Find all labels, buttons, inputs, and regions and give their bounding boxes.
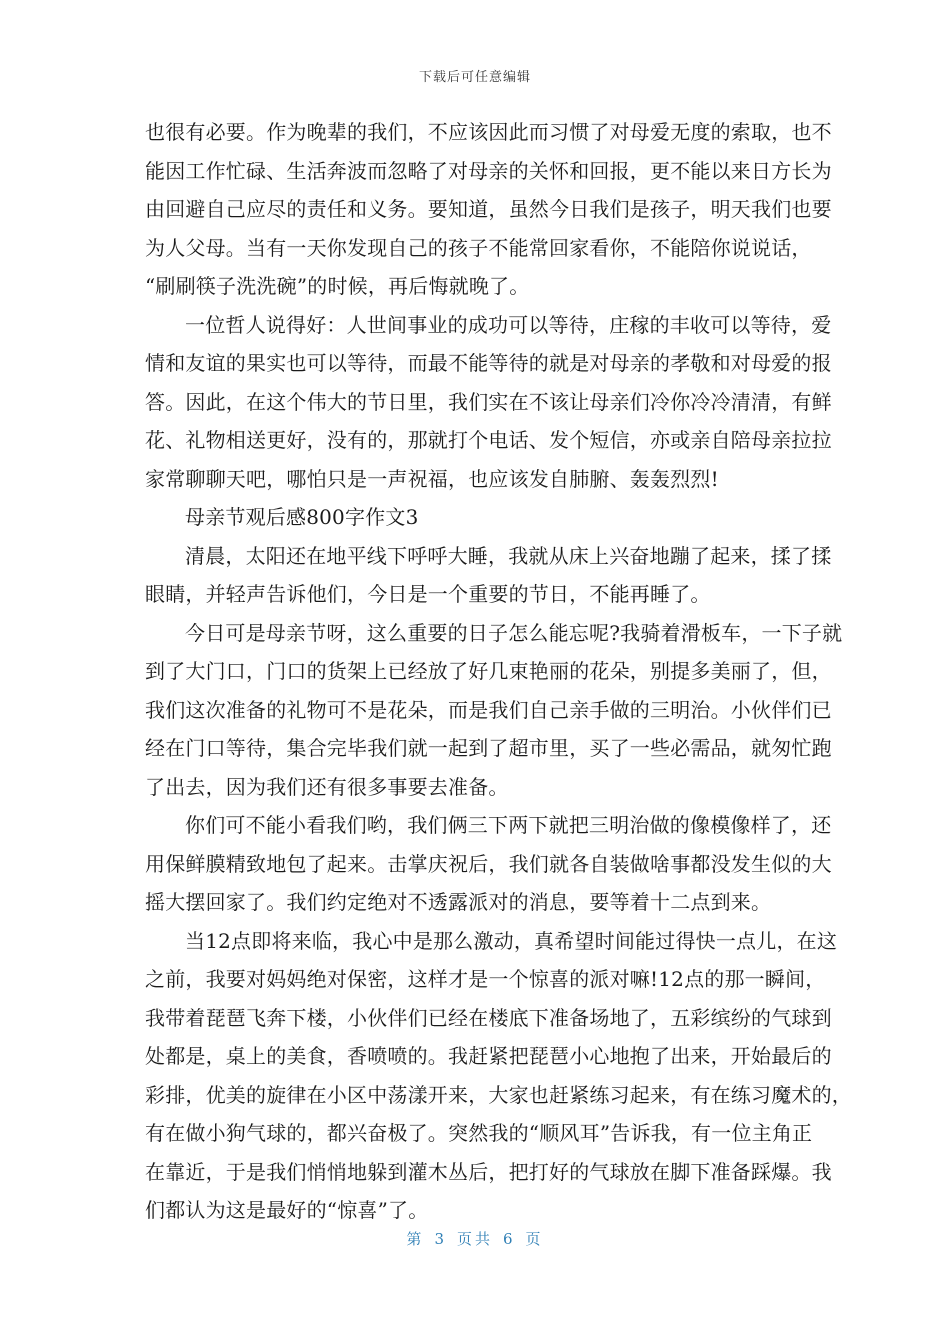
- text-line: 能因工作忙碌、生活奔波而忽略了对母亲的关怀和回报，更不能以来日方长为: [145, 158, 832, 183]
- text-line: 摇大摆回家了。我们约定绝对不透露派对的消息，要等着十二点到来。: [145, 890, 772, 914]
- text-line: 眼睛，并轻声告诉他们，今日是一个重要的节日，不能再睡了。: [145, 582, 711, 606]
- text-line: 为人父母。当有一天你发现自己的孩子不能常回家看你，不能陪你说说话，: [145, 235, 812, 260]
- text-line: 到了大门口，门口的货架上已经放了好几束艳丽的花朵，别提多美丽了，但，: [145, 659, 832, 683]
- text-line: 经在门口等待，集合完毕我们就一起到了超市里，买了一些必需品，就匆忙跑: [145, 736, 832, 760]
- footer-prefix: 第: [406, 1230, 425, 1248]
- text-line: 花、礼物相送更好，没有的，那就打个电话、发个短信，亦或亲自陪母亲拉拉: [145, 428, 832, 452]
- text-line: 答。因此，在这个伟大的节日里，我们实在不该让母亲们冷你冷冷清清，有鲜: [145, 389, 832, 414]
- page-footer: [0, 1228, 950, 1249]
- text-line: 情和友谊的果实也可以等待，而最不能等待的就是对母亲的孝敬和对母爱的报: [145, 351, 832, 375]
- footer-suffix: 页: [525, 1230, 544, 1248]
- text-line: 我们这次准备的礼物可不是花朵，而是我们自己亲手做的三明治。小伙伴们已: [145, 697, 832, 722]
- text-line: 有在做小狗气球的，都兴奋极了。突然我的“顺风耳”告诉我，有一位主角正: [145, 1121, 813, 1145]
- text-line: 你们可不能小看我们哟，我们俩三下两下就把三明治做的像模像样了，还: [185, 813, 832, 837]
- footer-total-pages: 6: [503, 1230, 516, 1248]
- text-line: 们都认为这是最好的“惊喜”了。: [145, 1198, 429, 1222]
- text-line: 我带着琵琶飞奔下楼，小伙伴们已经在楼底下准备场地了，五彩缤纷的气球到: [145, 1005, 832, 1030]
- text-line: 处都是，桌上的美食，香喷喷的。我赶紧把琵琶小心地抱了出来，开始最后的: [145, 1044, 832, 1068]
- text-line: 清晨，太阳还在地平线下呼呼大睡，我就从床上兴奋地蹦了起来，揉了揉: [185, 543, 832, 568]
- text-line: 之前，我要对妈妈绝对保密，这样才是一个惊喜的派对嘛!12点的那一瞬间，: [145, 967, 826, 991]
- text-line: 彩排，优美的旋律在小区中荡漾开来，大家也赶紧练习起来，有在练习魔术的，: [145, 1082, 852, 1107]
- footer-middle: 页共: [456, 1230, 493, 1248]
- text-line: 家常聊聊天吧，哪怕只是一声祝福，也应该发自肺腑、轰轰烈烈!: [145, 466, 719, 491]
- footer-page-number: 3: [434, 1230, 447, 1248]
- text-line: 在靠近，于是我们悄悄地躲到灌木丛后，把打好的气球放在脚下准备踩爆。我: [145, 1159, 832, 1184]
- text-line: 了出去，因为我们还有很多事要去准备。: [145, 774, 509, 799]
- document-body: [145, 113, 852, 1230]
- text-line: 今日可是母亲节呀，这么重要的日子怎么能忘呢?我骑着滑板车，一下子就: [185, 620, 843, 645]
- text-line: “刷刷筷子洗洗碗”的时候，再后悔就晚了。: [145, 274, 530, 298]
- page-header: 下载后可任意编辑: [418, 70, 531, 85]
- text-line: 也很有必要。作为晚辈的我们，不应该因此而习惯了对母爱无度的索取，也不: [145, 120, 832, 144]
- text-line: 母亲节观后感800字作文3: [185, 505, 419, 529]
- text-line: 用保鲜膜精致地包了起来。击掌庆祝后，我们就各自装做啥事都没发生似的大: [145, 851, 832, 876]
- text-line: 当12点即将来临，我心中是那么激动，真希望时间能过得快一点儿，在这: [185, 928, 838, 953]
- text-line: 一位哲人说得好：人世间事业的成功可以等待，庄稼的丰收可以等待，爱: [185, 312, 832, 337]
- text-line: 由回避自己应尽的责任和义务。要知道，虽然今日我们是孩子，明天我们也要: [145, 197, 832, 221]
